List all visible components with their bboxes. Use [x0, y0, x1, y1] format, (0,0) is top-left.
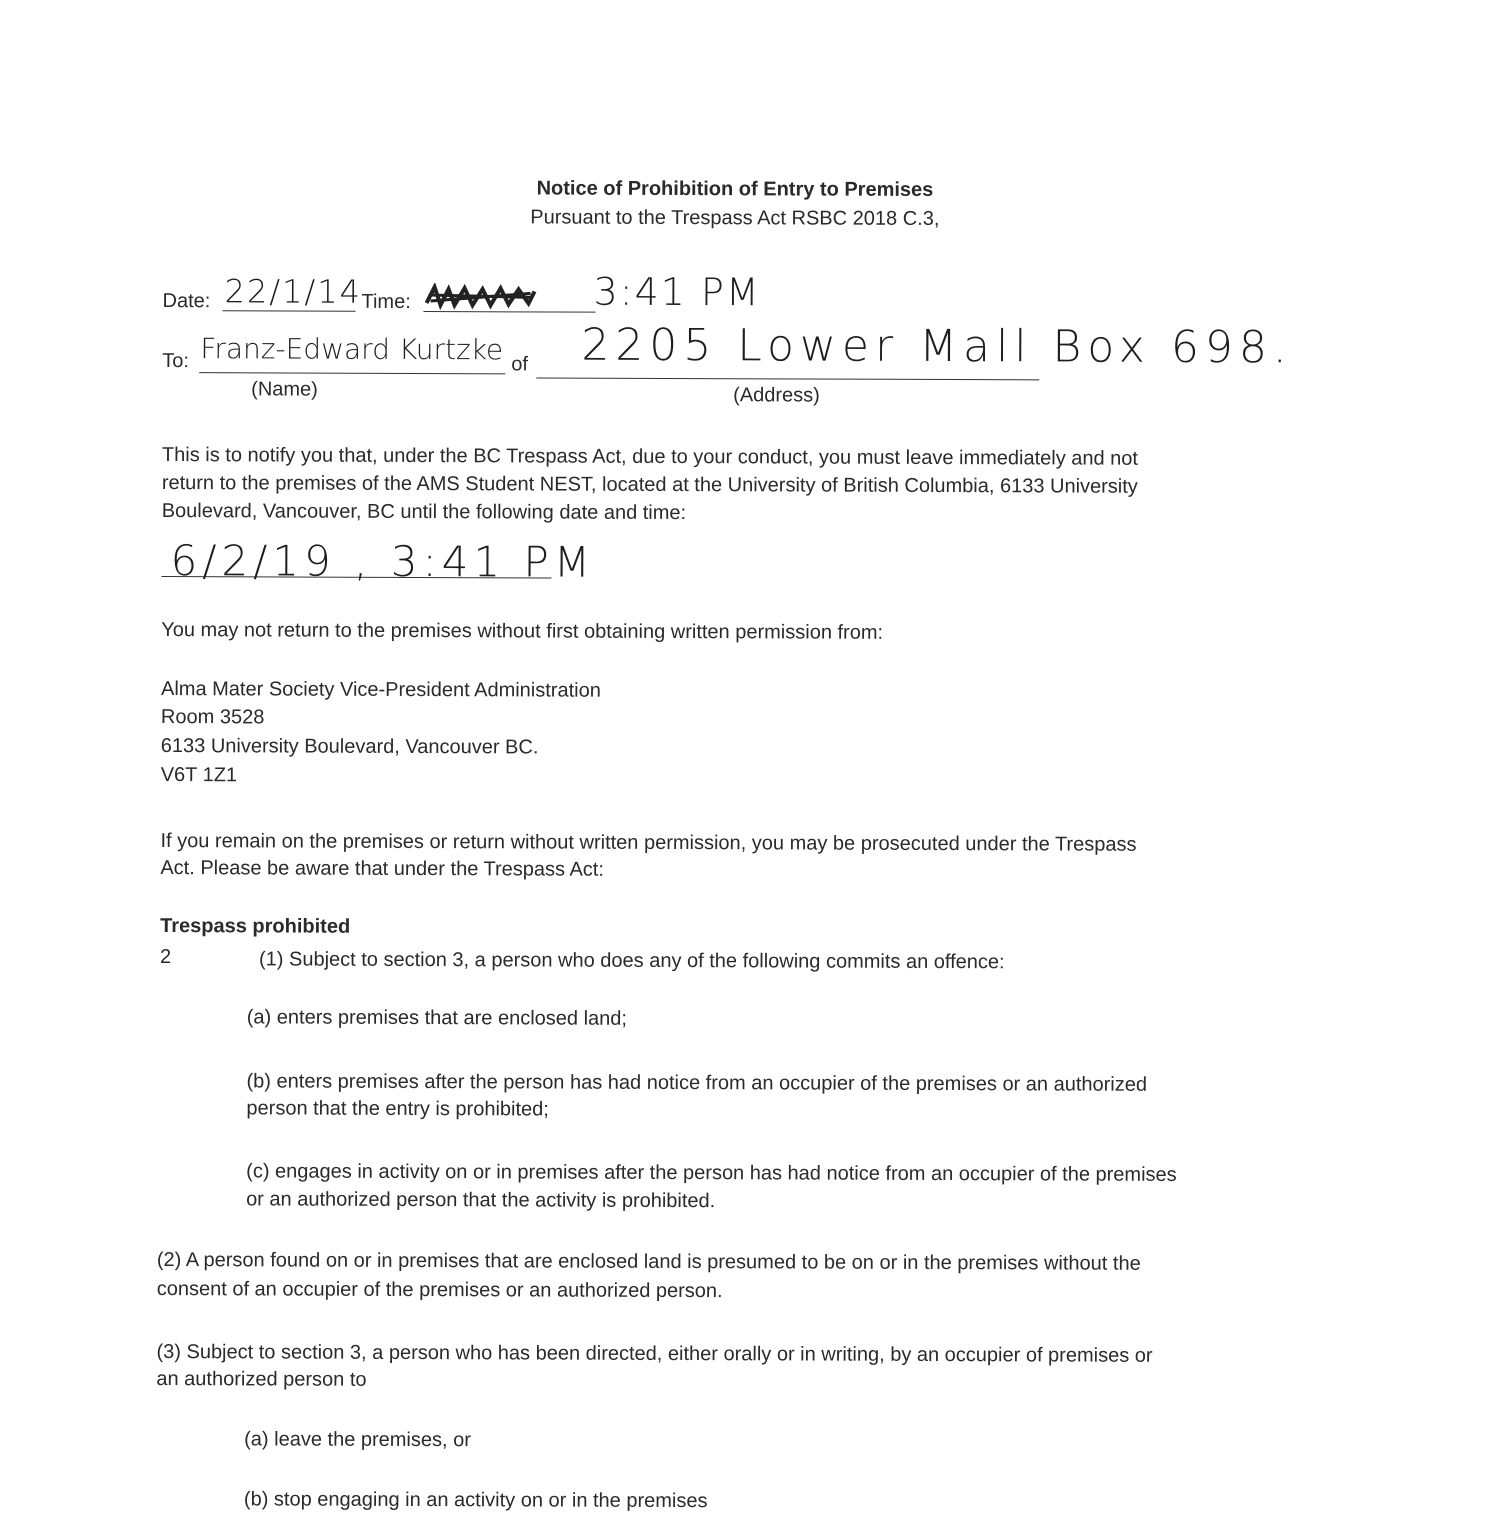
time-label: Time:: [361, 290, 411, 313]
address-caption: (Address): [733, 384, 820, 407]
clause-1a: (a) enters premises that are enclosed land;: [246, 1006, 628, 1030]
date-value: 22/1/14: [224, 272, 363, 311]
section-number: 2: [159, 946, 172, 969]
clause-3a: (a) leave the premises, or: [244, 1428, 471, 1452]
notice-line: Boulevard, Vancouver, BC until the following date and time:: [161, 500, 687, 525]
clause-1b: (b) enters premises after the person has had notice from an occupier of the premises or an authorized: [246, 1070, 1148, 1096]
clause-1c: (c) engages in activity on or in premises after the person has had notice from an occupier of the premises: [246, 1160, 1177, 1186]
of-label: of: [511, 353, 529, 376]
clause-1c: or an authorized person that the activity is prohibited.: [246, 1188, 716, 1213]
contact-line: Room 3528: [160, 706, 265, 729]
until-date-value: 6/2/19 , 3:41 PM: [170, 536, 596, 587]
subsection-2: consent of an occupier of the premises or an authorized person.: [156, 1277, 723, 1303]
document-title: Notice of Prohibition of Entry to Premises: [536, 177, 934, 201]
document-subtitle: Pursuant to the Trespass Act RSBC 2018 C.3,: [530, 206, 940, 230]
notice-line: This is to notify you that, under the BC Trespass Act, due to your conduct, you must leave immediately and not: [161, 444, 1139, 470]
name-value: Franz-Edward Kurtzke: [200, 332, 504, 367]
name-caption: (Name): [251, 378, 318, 401]
subsection-2: (2) A person found on or in premises that are enclosed land is presumed to be on or in the premises without the: [156, 1248, 1141, 1275]
to-label: To:: [162, 350, 190, 373]
clause-3b: (b) stop engaging in an activity on or in the premises: [243, 1488, 708, 1513]
notice-line: return to the premises of the AMS Student NEST, located at the University of British Columbia, 6133 University: [161, 472, 1138, 498]
contact-line: V6T 1Z1: [160, 764, 238, 787]
warning-line: If you remain on the premises or return without written permission, you may be prosecuted under the Trespass: [160, 830, 1137, 856]
warning-line: Act. Please be aware that under the Trespass Act:: [160, 857, 604, 881]
clause-1b: person that the entry is prohibited;: [246, 1097, 549, 1121]
subsection-3: (3) Subject to section 3, a person who has been directed, either orally or in writing, by an occupier of premises or: [156, 1340, 1153, 1367]
scribbled-out-text: [424, 283, 536, 311]
time-value: 3:41 PM: [593, 269, 761, 315]
date-label: Date:: [162, 290, 211, 313]
permission-line: You may not return to the premises without first obtaining written permission from:: [161, 619, 884, 644]
subsection-3: an authorized person to: [156, 1367, 367, 1391]
statute-heading: Trespass prohibited: [160, 915, 351, 938]
contact-line: 6133 University Boulevard, Vancouver BC.: [160, 735, 539, 759]
subsection-1: (1) Subject to section 3, a person who does any of the following commits an offence:: [258, 948, 1005, 974]
address-value: 2205 Lower Mall Box 698.: [581, 319, 1293, 374]
contact-line: Alma Mater Society Vice-President Administration: [161, 678, 601, 702]
